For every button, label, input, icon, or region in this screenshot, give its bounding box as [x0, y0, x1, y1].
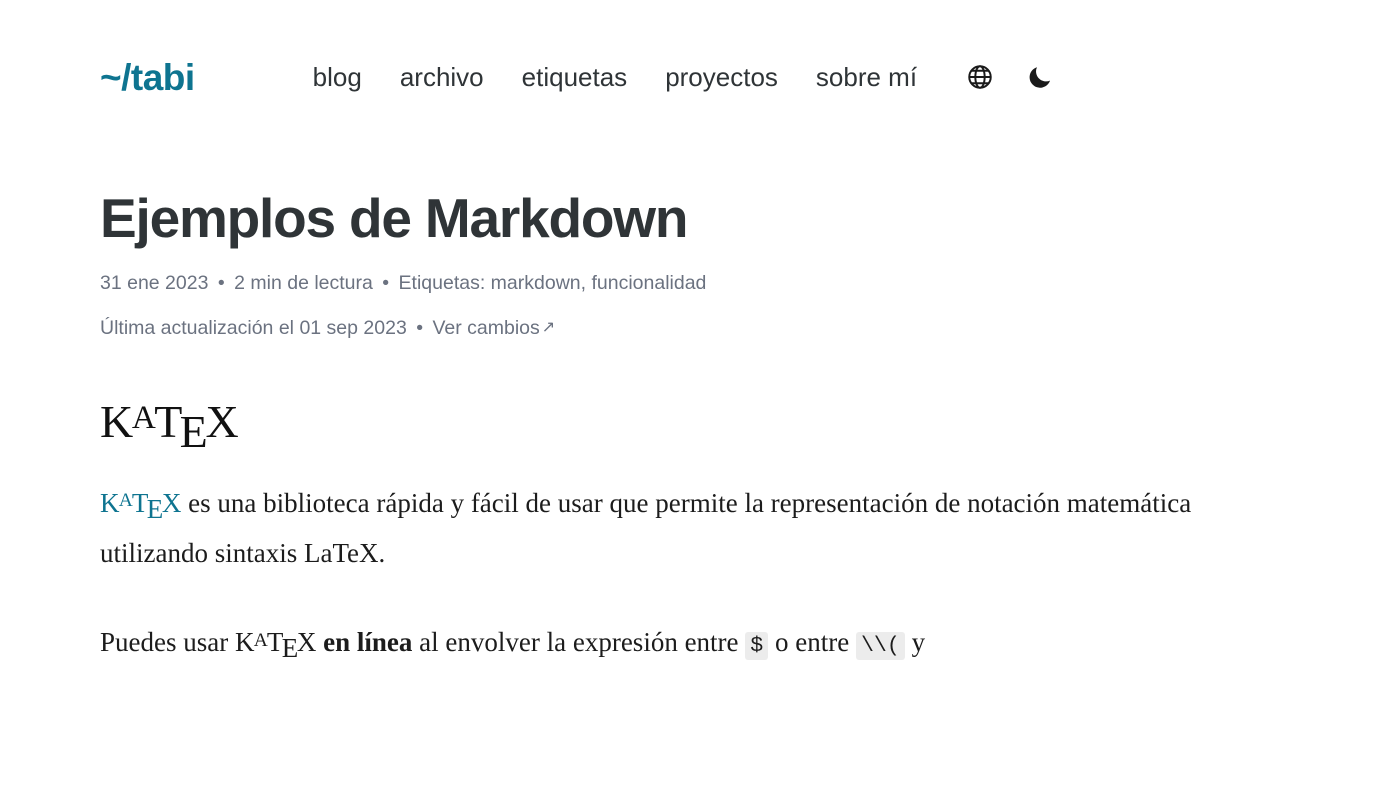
- meta-separator: •: [382, 271, 390, 294]
- bold-en-linea: en línea: [323, 627, 413, 658]
- post-reading-time: 2 min de lectura: [234, 271, 373, 294]
- text-middle-2: o entre: [768, 627, 856, 658]
- main-navigation: [313, 64, 917, 90]
- view-changes-link[interactable]: [432, 317, 555, 339]
- nav-item-blog[interactable]: blog: [312, 62, 362, 92]
- katex-logo: K$^A$TEX: [100, 487, 182, 524]
- meta-separator: •: [416, 316, 424, 339]
- external-link-arrow-icon: ↗: [541, 318, 556, 336]
- nav-item-etiquetas[interactable]: etiquetas: [521, 62, 628, 92]
- updated-prefix: Última actualización el: [100, 316, 295, 339]
- meta-separator: •: [217, 271, 225, 294]
- post-meta-updated: [100, 316, 1300, 341]
- section-heading-katex: [100, 397, 1300, 458]
- katex-logo: $K^ATEX$: [234, 627, 317, 664]
- nav-item-proyectos[interactable]: proyectos: [665, 62, 778, 92]
- post-tags: Etiquetas: markdown, funcionalidad: [398, 271, 707, 294]
- moon-icon[interactable]: [1025, 62, 1055, 92]
- nav-item-sobre-mi[interactable]: sobre mí: [815, 62, 918, 92]
- text-before-logo: Puedes usar: [100, 627, 235, 658]
- updated-date: 01 sep 2023: [299, 316, 407, 339]
- page-title: Ejemplos de Markdown: [100, 187, 688, 249]
- nav-item-archivo[interactable]: archivo: [399, 62, 484, 92]
- inline-code-paren: \\(: [856, 632, 905, 660]
- paragraph-katex-intro-text: es una biblioteca rápida y fácil de usar que permite la representación de notación matemática utilizando sintaxis LaTeX.: [100, 487, 1192, 568]
- katex-link[interactable]: [100, 487, 182, 524]
- site-header: [0, 0, 1400, 110]
- globe-icon[interactable]: [965, 62, 995, 92]
- katex-logo: $K^ATEX$: [100, 396, 239, 458]
- article-main: [0, 188, 1400, 671]
- view-changes-label: Ver cambios: [432, 316, 540, 339]
- inline-code-dollar: $: [745, 632, 768, 660]
- text-middle: al envolver la expresión entre: [412, 627, 746, 658]
- text-end: y: [904, 627, 926, 658]
- paragraph-inline-usage: [100, 621, 1290, 671]
- paragraph-katex-intro: [100, 482, 1290, 575]
- site-brand-link[interactable]: ~/tabi: [100, 56, 195, 98]
- header-icon-group: [965, 62, 1055, 92]
- post-meta-primary: [100, 271, 1300, 296]
- post-date: 31 ene 2023: [100, 271, 209, 294]
